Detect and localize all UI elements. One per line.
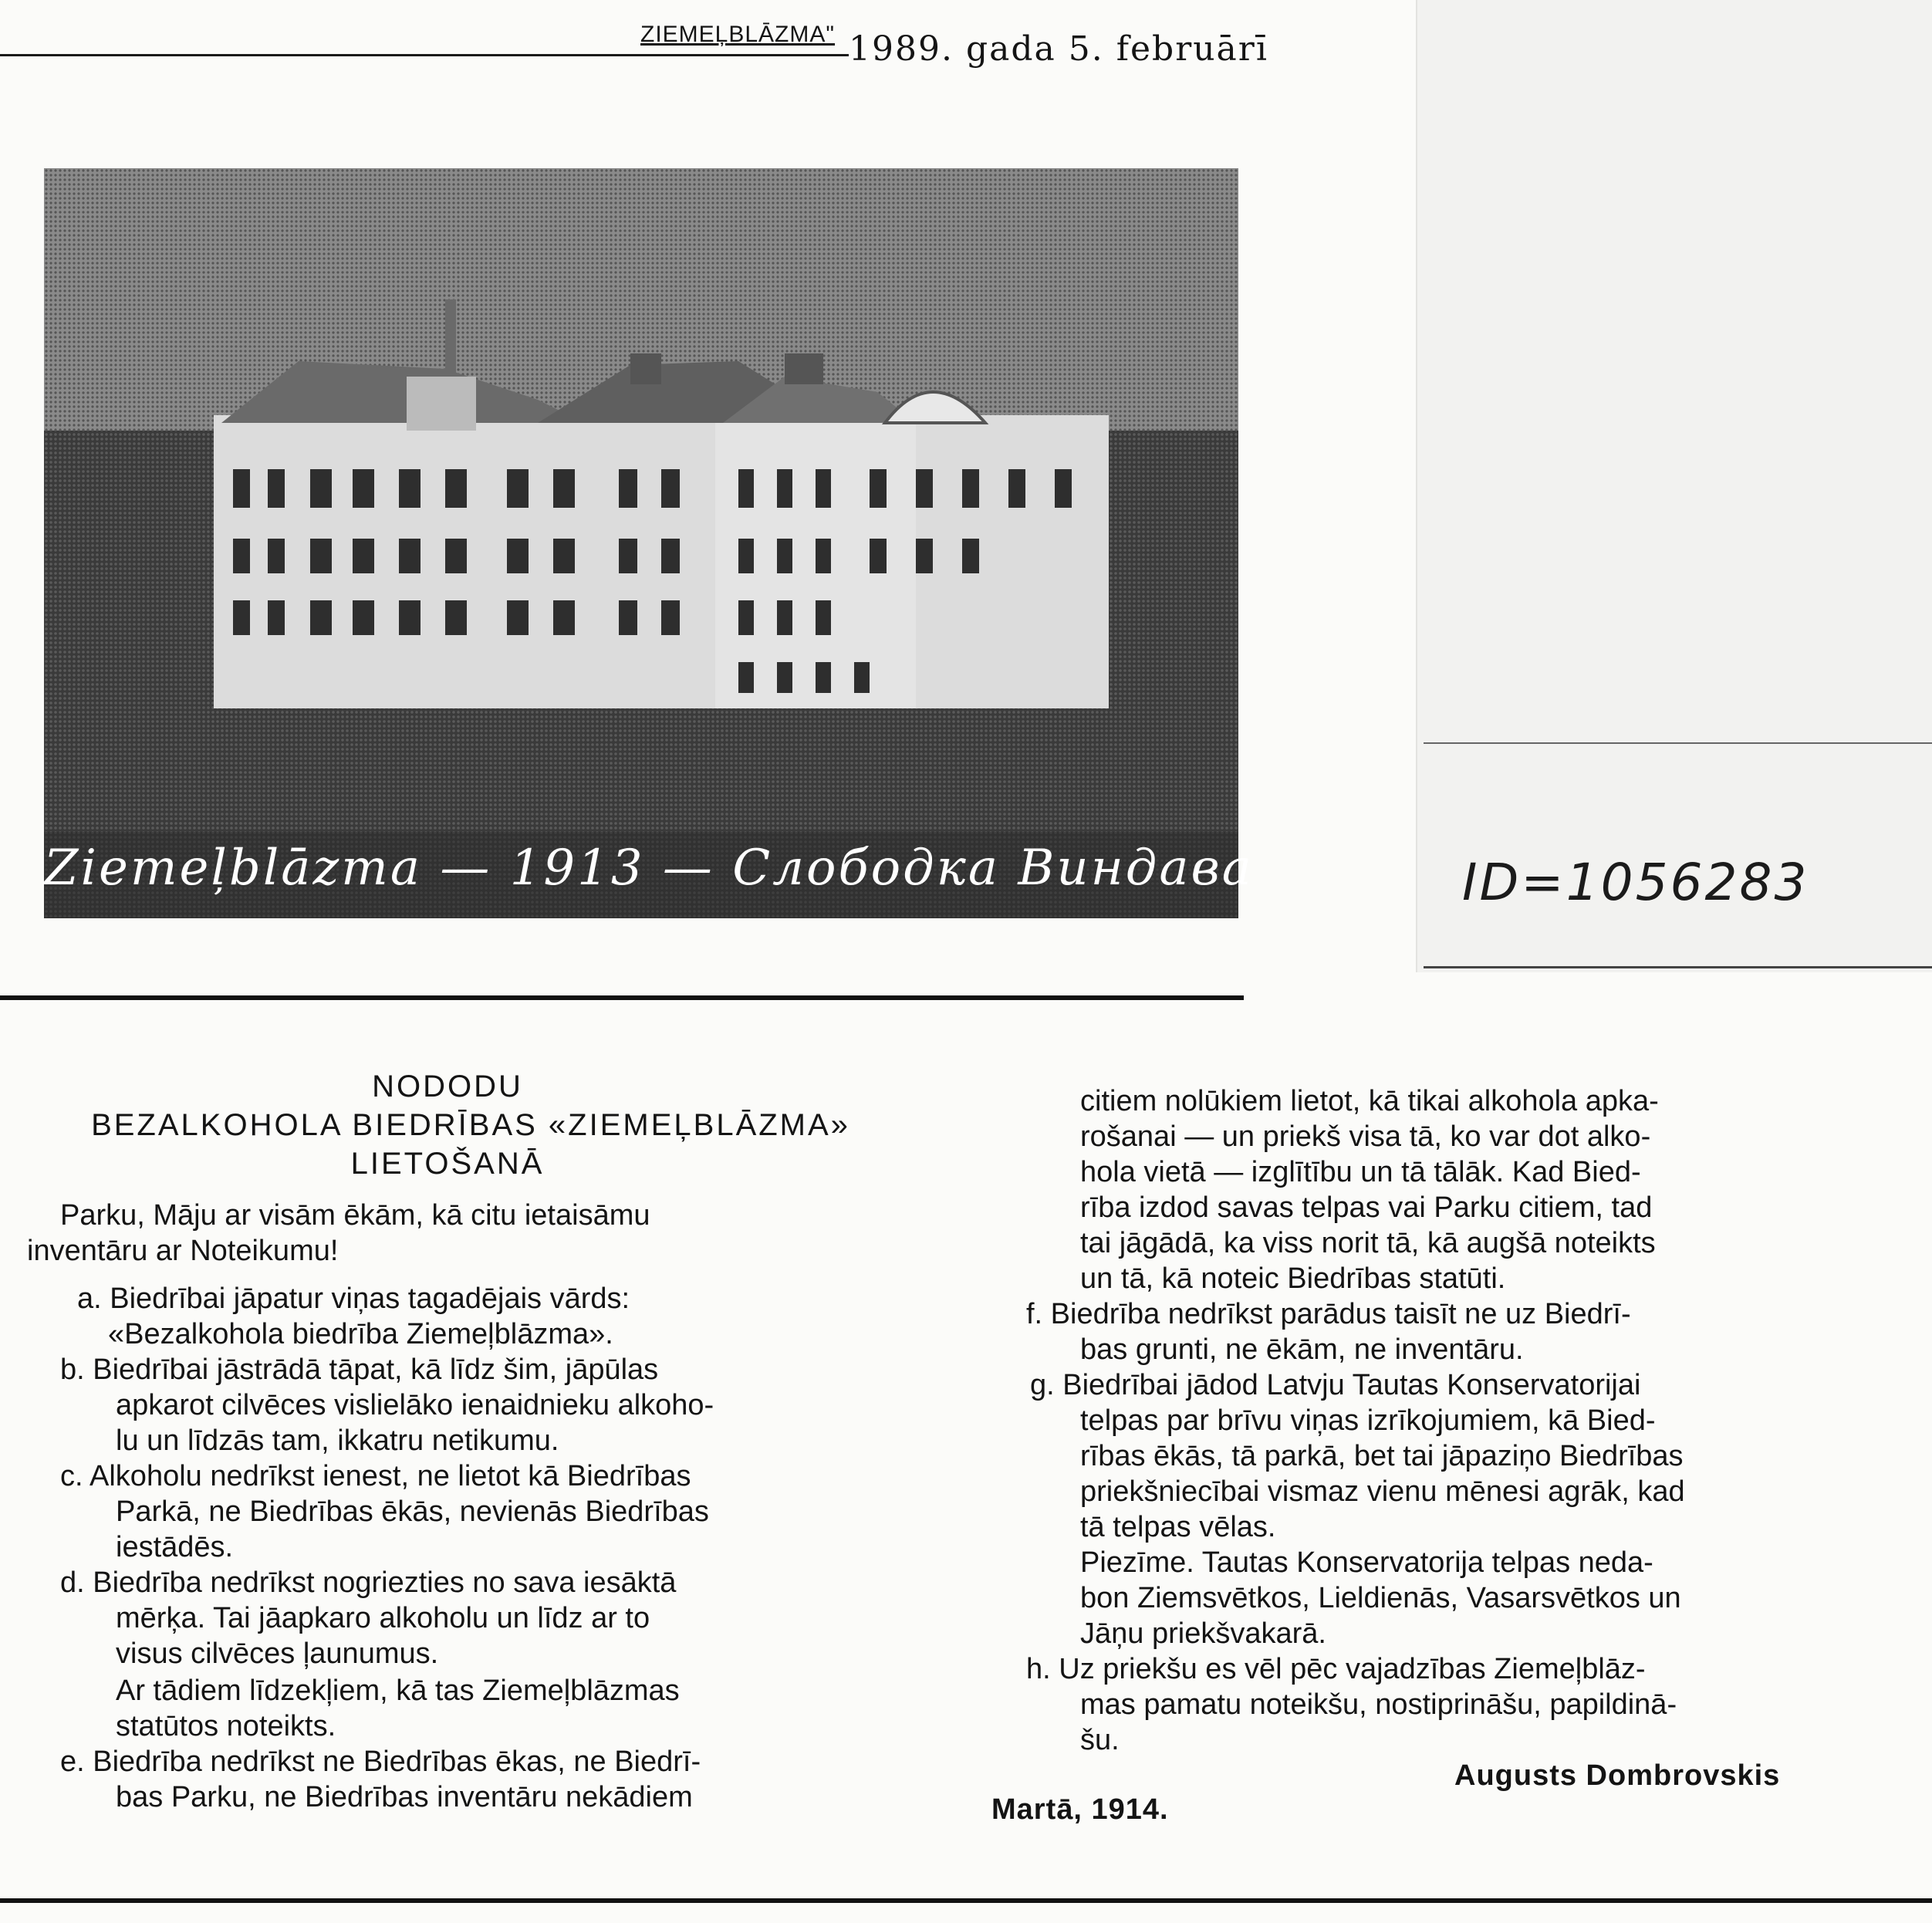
left-text-line: d. Biedrība nedrīkst nogriezties no sava iesāktā <box>60 1566 677 1599</box>
right-text-line: bas grunti, ne ēkām, ne inventāru. <box>1080 1333 1524 1366</box>
right-text-line: Piezīme. Tautas Konservatorija telpas neda- <box>1080 1546 1653 1579</box>
signature: Augusts Dombrovskis <box>1454 1759 1781 1792</box>
section-rule <box>0 995 1244 1000</box>
right-text-line: rība izdod savas telpas vai Parku citiem, tad <box>1080 1191 1653 1224</box>
left-text-line: apkarot cilvēces vislielāko ienaidnieku alkoho- <box>116 1389 714 1421</box>
left-text-line: mērķa. Tai jāapkaro alkoholu un līdz ar to <box>116 1602 650 1634</box>
right-text-line: g. Biedrībai jādod Latvju Tautas Konservatorijai <box>1030 1369 1641 1401</box>
handwritten-id-note: ID=1056283 <box>1462 853 1809 912</box>
left-text-line: inventāru ar Noteikumu! <box>27 1235 339 1267</box>
right-text-line: rības ēkās, tā parkā, bet tai jāpaziņo Biedrības <box>1080 1440 1684 1472</box>
article-title-line-1: NODODU <box>372 1070 523 1103</box>
right-text-line: mas pamatu noteikšu, nostiprināšu, papildinā- <box>1080 1688 1677 1721</box>
photo-illustration <box>44 168 1254 918</box>
right-text-line: hola vietā — izglītību un tā tālāk. Kad Bied- <box>1080 1156 1641 1188</box>
right-text-line: Jāņu priekšvakarā. <box>1080 1617 1326 1650</box>
left-text-line: statūtos noteikts. <box>116 1710 336 1742</box>
left-text-line: Parkā, ne Biedrības ēkās, nevienās Biedrības <box>116 1495 709 1528</box>
right-text-line: citiem nolūkiem lietot, kā tikai alkohola apka- <box>1080 1085 1659 1117</box>
margin-rule-top <box>1424 742 1932 744</box>
right-text-line: bon Ziemsvētkos, Lieldienās, Vasarsvētkos un <box>1080 1582 1681 1614</box>
left-text-line: a. Biedrībai jāpatur viņas tagadējais vārds: <box>77 1283 630 1315</box>
left-text-line: Parku, Māju ar visām ēkām, kā citu ietaisāmu <box>60 1199 650 1232</box>
right-text-line: tā telpas vēlas. <box>1080 1511 1276 1543</box>
right-text-line: un tā, kā noteic Biedrības statūti. <box>1080 1262 1506 1295</box>
left-text-line: e. Biedrība nedrīkst ne Biedrības ēkas, ne Biedrī- <box>60 1746 701 1778</box>
left-text-line: c. Alkoholu nedrīkst ienest, ne lietot kā Biedrības <box>60 1460 691 1492</box>
left-text-line: Ar tādiem līdzekļiem, kā tas Ziemeļblāzmas <box>116 1675 680 1707</box>
photo-caption: Ziemeļblāzma — 1913 — Слободка Виндава <box>44 840 1254 897</box>
archive-margin-panel <box>1416 0 1932 972</box>
right-text-line: telpas par brīvu viņas izrīkojumiem, kā Bied- <box>1080 1404 1656 1437</box>
building-photograph <box>44 168 1254 918</box>
article-title-line-3: LIETOŠANĀ <box>350 1147 545 1181</box>
newspaper-masthead: ZIEMEĻBLĀZMA" <box>640 22 836 47</box>
right-text-line: šu. <box>1080 1724 1120 1756</box>
article-title-line-2: BEZALKOHOLA BIEDRĪBAS «ZIEMEĻBLĀZMA» <box>91 1108 850 1142</box>
left-text-line: bas Parku, ne Biedrības inventāru nekādiem <box>116 1781 693 1813</box>
left-text-line: iestādēs. <box>116 1531 234 1563</box>
right-text-line: tai jāgādā, ka viss norit tā, kā augšā noteikts <box>1080 1227 1656 1259</box>
margin-rule-bottom <box>1424 966 1932 968</box>
left-text-line: b. Biedrībai jāstrādā tāpat, kā līdz šim, jāpūlas <box>60 1354 659 1386</box>
publication-date: 1989. gada 5. februārī <box>849 29 1268 69</box>
right-text-line: h. Uz priekšu es vēl pēc vajadzības Ziemeļblāz- <box>1026 1653 1646 1685</box>
header-rule <box>0 54 849 56</box>
bottom-rule <box>0 1898 1932 1903</box>
right-text-line: priekšniecībai vismaz vienu mēnesi agrāk, kad <box>1080 1475 1685 1508</box>
right-text-line: rošanai — un priekš visa tā, ko var dot alko- <box>1080 1120 1651 1153</box>
left-text-line: «Bezalkohola biedrība Ziemeļblāzma». <box>108 1318 613 1350</box>
left-text-line: lu un līdzās tam, ikkatru netikumu. <box>116 1425 559 1457</box>
place-date: Martā, 1914. <box>991 1793 1169 1826</box>
right-text-line: f. Biedrība nedrīkst parādus taisīt ne uz Biedrī- <box>1026 1298 1631 1330</box>
left-text-line: visus cilvēces ļaunumus. <box>116 1637 439 1670</box>
